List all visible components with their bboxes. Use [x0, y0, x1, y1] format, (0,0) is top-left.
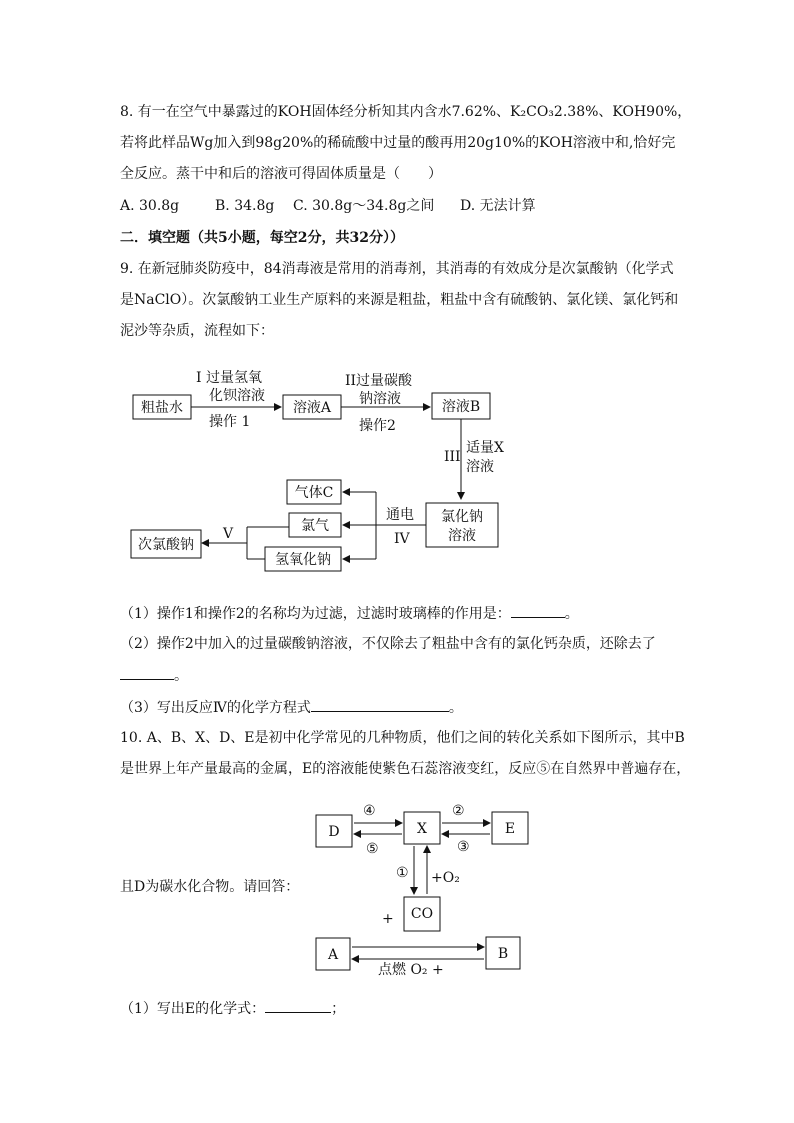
- label-naclo: 次氯酸钠: [138, 537, 194, 553]
- label-nacl-1: 氯化钠: [441, 509, 483, 525]
- label-d: D: [328, 824, 340, 840]
- q9-sub2-cont: 。: [120, 665, 188, 686]
- q10-sub1: （1）写出E的化学式： ；: [120, 998, 345, 1019]
- label-step3-1: 适量X: [466, 440, 504, 456]
- label-n2: ②: [452, 803, 465, 819]
- label-step1-top2: 化钡溶液: [209, 388, 265, 404]
- label-plus-o2: +O₂: [431, 870, 460, 886]
- label-co: CO: [410, 906, 434, 922]
- label-solution-a: 溶液A: [292, 400, 332, 416]
- label-solution-b: 溶液B: [441, 399, 481, 415]
- label-x: X: [417, 821, 427, 837]
- label-step4-roman: IV: [394, 531, 410, 547]
- label-step2-bottom: 操作2: [359, 418, 396, 434]
- label-n5: ⑤: [366, 841, 379, 857]
- label-crude-salt-water: 粗盐水: [141, 400, 183, 416]
- label-chlorine: 氯气: [301, 518, 329, 534]
- q9-line2: 是NaClO）。次氯酸钠工业生产原料的来源是粗盐，粗盐中含有硫酸钠、氯化镁、氯化钙和: [120, 292, 679, 308]
- label-a: A: [327, 947, 339, 963]
- q8-line3: 全反应。蒸干中和后的溶液可得固体质量是（ ）: [120, 166, 442, 182]
- label-n4: ④: [363, 803, 376, 819]
- label-step2-top2: 钠溶液: [359, 391, 401, 407]
- section-title: 二．填空题（共5小题，每空2分，共32分））: [120, 230, 404, 246]
- label-naoh: 氢氧化钠: [275, 552, 331, 568]
- q9-line1: 9. 在新冠肺炎防疫中，84消毒液是常用的消毒剂，其消毒的有效成分是次氯酸钠（化学式: [120, 261, 674, 277]
- label-step5-roman: V: [223, 526, 234, 542]
- q8-option-a: A. 30.8g: [120, 198, 180, 214]
- label-n1: ①: [396, 865, 409, 881]
- q10-line1: 10. A、B、X、D、E是初中化学常见的几种物质，他们之间的转化关系如下图所示，其中B: [120, 730, 685, 746]
- label-step2-top1: II过量碳酸: [345, 373, 413, 389]
- q9-sub2: （2）操作2中加入的过量碳酸钠溶液，不仅除去了粗盐中含有的氯化钙杂质，还除去了: [120, 636, 656, 652]
- answer-blank-q10-1[interactable]: [265, 998, 331, 1013]
- label-n3: ③: [457, 839, 470, 855]
- q9-line3: 泥沙等杂质，流程如下：: [120, 323, 274, 339]
- label-step3-roman: III: [444, 449, 461, 465]
- q9-sub1: （1）操作1和操作2的名称均为过滤，过滤时玻璃棒的作用是： 。: [120, 603, 579, 624]
- label-b: B: [497, 946, 509, 962]
- label-gas-c: 气体C: [294, 485, 334, 501]
- label-step1-bottom: 操作 1: [209, 414, 251, 430]
- q10-line2: 是世界上年产量最高的金属，E的溶液能使紫色石蕊溶液变红，反应⑤在自然界中普遍存在，: [120, 761, 691, 777]
- label-step3-2: 溶液: [466, 459, 494, 475]
- q8-option-c: C. 30.8g～34.8g之间: [293, 198, 435, 214]
- label-plus: +: [382, 911, 394, 927]
- label-step1-top1: I 过量氢氧: [196, 370, 262, 386]
- q8-line1: 8. 有一在空气中暴露过的KOH固体经分析知其内含水7.62%、K₂CO₃2.38%、KOH90%，: [120, 104, 692, 120]
- label-e: E: [504, 821, 516, 837]
- q8-option-b: B. 34.8g: [215, 198, 275, 214]
- q8-option-d: D. 无法计算: [460, 198, 536, 214]
- label-nacl-2: 溶液: [448, 528, 476, 544]
- q9-sub3: （3）写出反应Ⅳ的化学方程式 。: [120, 697, 463, 718]
- label-electrolysis: 通电: [386, 507, 414, 523]
- label-ignite: 点燃 O₂ +: [378, 962, 444, 978]
- q10-line3: 且D为碳水化合物。请回答：: [120, 879, 300, 895]
- q8-line2: 若将此样品Wg加入到98g20%的稀硫酸中过量的酸再用20g10%的KOH溶液中和,恰好完: [120, 135, 676, 151]
